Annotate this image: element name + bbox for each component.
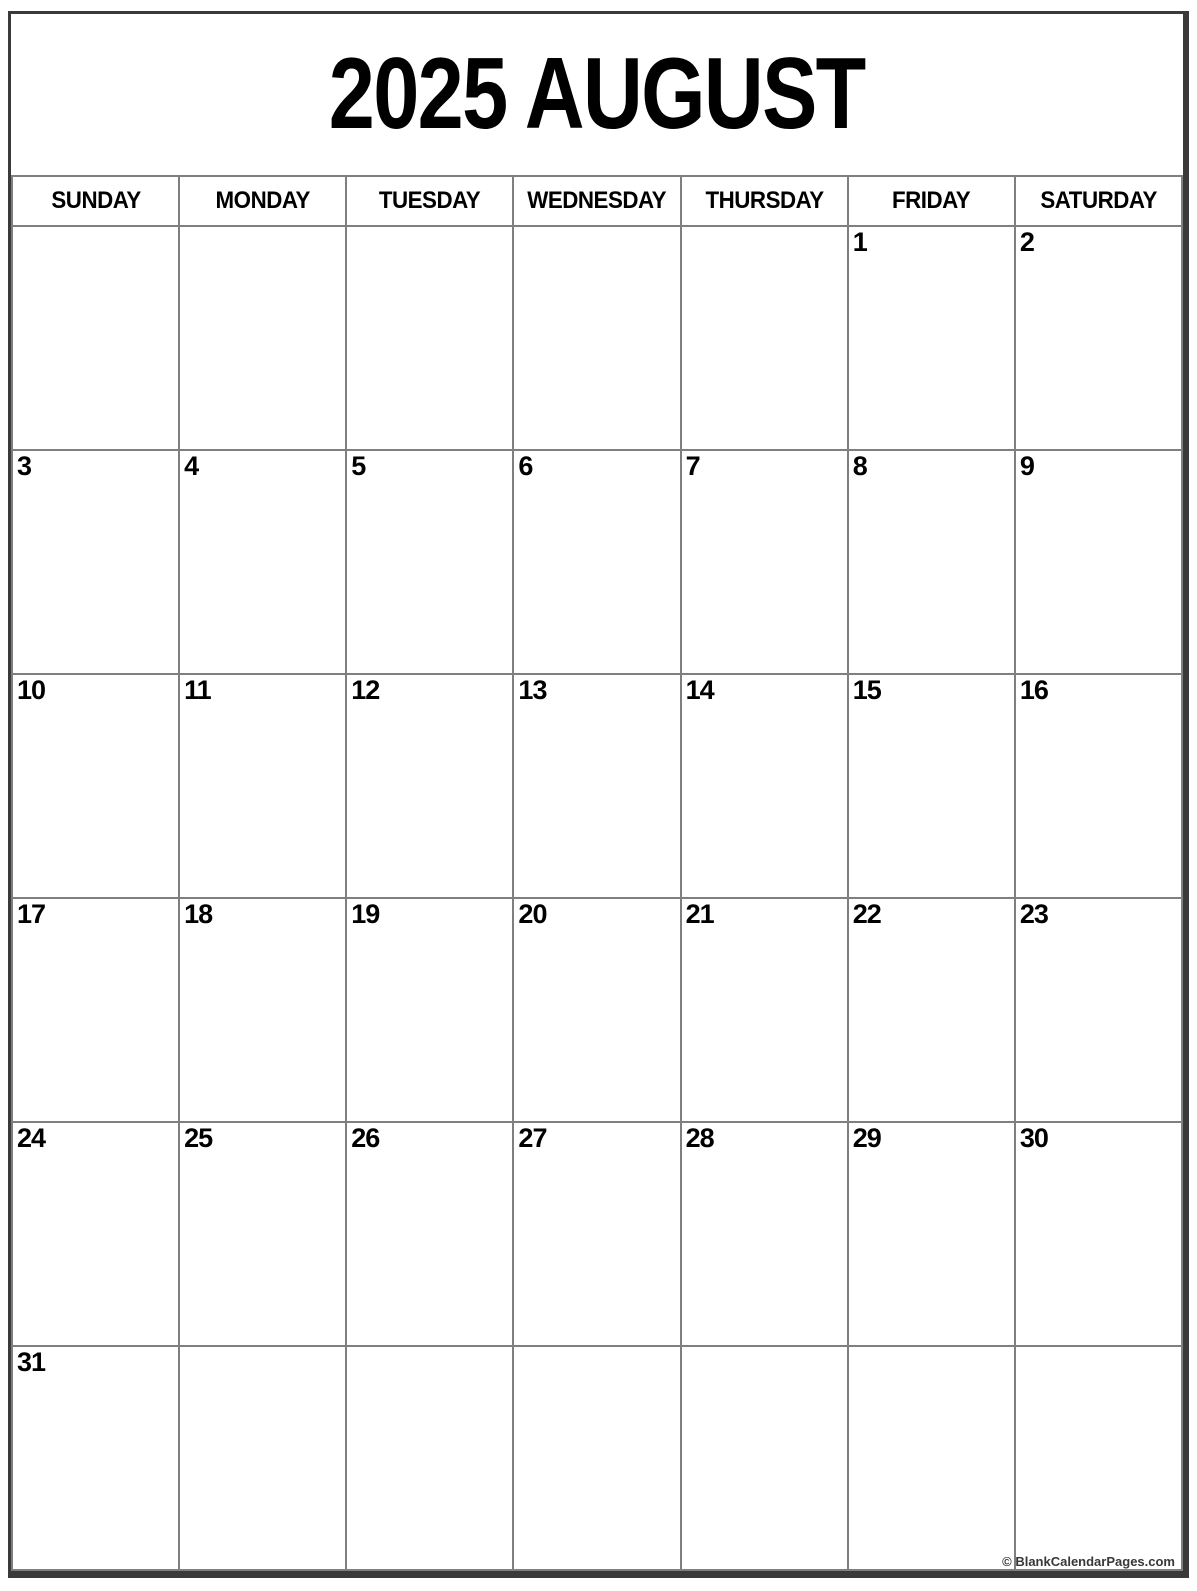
day-header-label: MONDAY bbox=[215, 187, 310, 214]
date-number: 10 bbox=[17, 675, 46, 705]
day-cell-15 bbox=[848, 674, 1015, 898]
date-number: 27 bbox=[518, 1123, 547, 1153]
day-cell-empty bbox=[513, 226, 680, 450]
day-cell-19 bbox=[346, 898, 513, 1122]
day-cell-14 bbox=[681, 674, 848, 898]
day-header-saturday bbox=[1015, 176, 1182, 226]
day-cell-23 bbox=[1015, 898, 1182, 1122]
date-number: 22 bbox=[852, 899, 881, 929]
date-number: 26 bbox=[351, 1123, 380, 1153]
day-cell-empty bbox=[681, 1346, 848, 1570]
date-number: 23 bbox=[1019, 899, 1048, 929]
day-cell-22 bbox=[848, 898, 1015, 1122]
date-number: 15 bbox=[852, 675, 881, 705]
day-cell-empty bbox=[1015, 1346, 1182, 1570]
date-number: 31 bbox=[17, 1347, 46, 1377]
day-header-label: THURSDAY bbox=[705, 187, 824, 214]
day-cell-3 bbox=[12, 450, 179, 674]
day-header-label: SATURDAY bbox=[1040, 187, 1157, 214]
day-header-label: SUNDAY bbox=[50, 187, 141, 214]
date-number: 11 bbox=[184, 675, 211, 705]
week-row-3 bbox=[12, 674, 1182, 898]
week-row-2 bbox=[12, 450, 1182, 674]
day-cell-17 bbox=[12, 898, 179, 1122]
date-number: 29 bbox=[852, 1123, 881, 1153]
day-cell-24 bbox=[12, 1122, 179, 1346]
day-cell-empty bbox=[513, 1346, 680, 1570]
date-number: 7 bbox=[685, 451, 700, 481]
date-number: 1 bbox=[852, 227, 867, 257]
day-header-wednesday bbox=[513, 176, 680, 226]
calendar-header-row bbox=[12, 176, 1182, 226]
date-number: 30 bbox=[1019, 1123, 1048, 1153]
date-number: 19 bbox=[351, 899, 380, 929]
date-number: 12 bbox=[351, 675, 380, 705]
day-cell-empty bbox=[12, 226, 179, 450]
day-header-thursday bbox=[681, 176, 848, 226]
calendar-title: 2025 AUGUST bbox=[329, 38, 865, 150]
day-cell-18 bbox=[179, 898, 346, 1122]
date-number: 4 bbox=[184, 451, 199, 481]
day-cell-26 bbox=[346, 1122, 513, 1346]
date-number: 28 bbox=[685, 1123, 714, 1153]
day-cell-27 bbox=[513, 1122, 680, 1346]
day-cell-9 bbox=[1015, 450, 1182, 674]
week-row-1 bbox=[12, 226, 1182, 450]
date-number: 3 bbox=[17, 451, 32, 481]
date-number: 25 bbox=[184, 1123, 213, 1153]
date-number: 6 bbox=[518, 451, 533, 481]
day-cell-5 bbox=[346, 450, 513, 674]
day-cell-13 bbox=[513, 674, 680, 898]
day-cell-16 bbox=[1015, 674, 1182, 898]
week-row-4 bbox=[12, 898, 1182, 1122]
day-header-monday bbox=[179, 176, 346, 226]
day-cell-2 bbox=[1015, 226, 1182, 450]
date-number: 13 bbox=[518, 675, 547, 705]
day-header-tuesday bbox=[346, 176, 513, 226]
day-header-friday bbox=[848, 176, 1015, 226]
day-cell-1 bbox=[848, 226, 1015, 450]
date-number: 21 bbox=[685, 899, 714, 929]
day-cell-20 bbox=[513, 898, 680, 1122]
day-cell-7 bbox=[681, 450, 848, 674]
date-number: 24 bbox=[17, 1123, 46, 1153]
day-cell-25 bbox=[179, 1122, 346, 1346]
day-cell-31 bbox=[12, 1346, 179, 1570]
date-number: 16 bbox=[1019, 675, 1048, 705]
day-header-label: FRIDAY bbox=[892, 187, 971, 214]
day-header-sunday bbox=[12, 176, 179, 226]
calendar-title-area bbox=[11, 14, 1183, 175]
day-cell-6 bbox=[513, 450, 680, 674]
day-cell-empty bbox=[346, 226, 513, 450]
week-row-6 bbox=[12, 1346, 1182, 1570]
day-cell-empty bbox=[681, 226, 848, 450]
day-cell-8 bbox=[848, 450, 1015, 674]
day-cell-4 bbox=[179, 450, 346, 674]
day-cell-empty bbox=[848, 1346, 1015, 1570]
day-cell-empty bbox=[179, 1346, 346, 1570]
day-header-label: TUESDAY bbox=[379, 187, 481, 214]
date-number: 9 bbox=[1019, 451, 1034, 481]
day-cell-11 bbox=[179, 674, 346, 898]
day-cell-21 bbox=[681, 898, 848, 1122]
day-cell-28 bbox=[681, 1122, 848, 1346]
day-cell-30 bbox=[1015, 1122, 1182, 1346]
date-number: 18 bbox=[184, 899, 213, 929]
calendar-frame bbox=[8, 11, 1189, 1578]
date-number: 2 bbox=[1019, 227, 1034, 257]
date-number: 5 bbox=[351, 451, 366, 481]
calendar-table bbox=[11, 175, 1183, 1571]
date-number: 8 bbox=[852, 451, 867, 481]
day-header-label: WEDNESDAY bbox=[527, 187, 667, 214]
date-number: 14 bbox=[685, 675, 714, 705]
date-number: 20 bbox=[518, 899, 547, 929]
day-cell-10 bbox=[12, 674, 179, 898]
copyright-text: © BlankCalendarPages.com bbox=[1002, 1554, 1175, 1569]
week-row-5 bbox=[12, 1122, 1182, 1346]
day-cell-empty bbox=[346, 1346, 513, 1570]
date-number: 17 bbox=[17, 899, 46, 929]
day-cell-12 bbox=[346, 674, 513, 898]
day-cell-empty bbox=[179, 226, 346, 450]
day-cell-29 bbox=[848, 1122, 1015, 1346]
